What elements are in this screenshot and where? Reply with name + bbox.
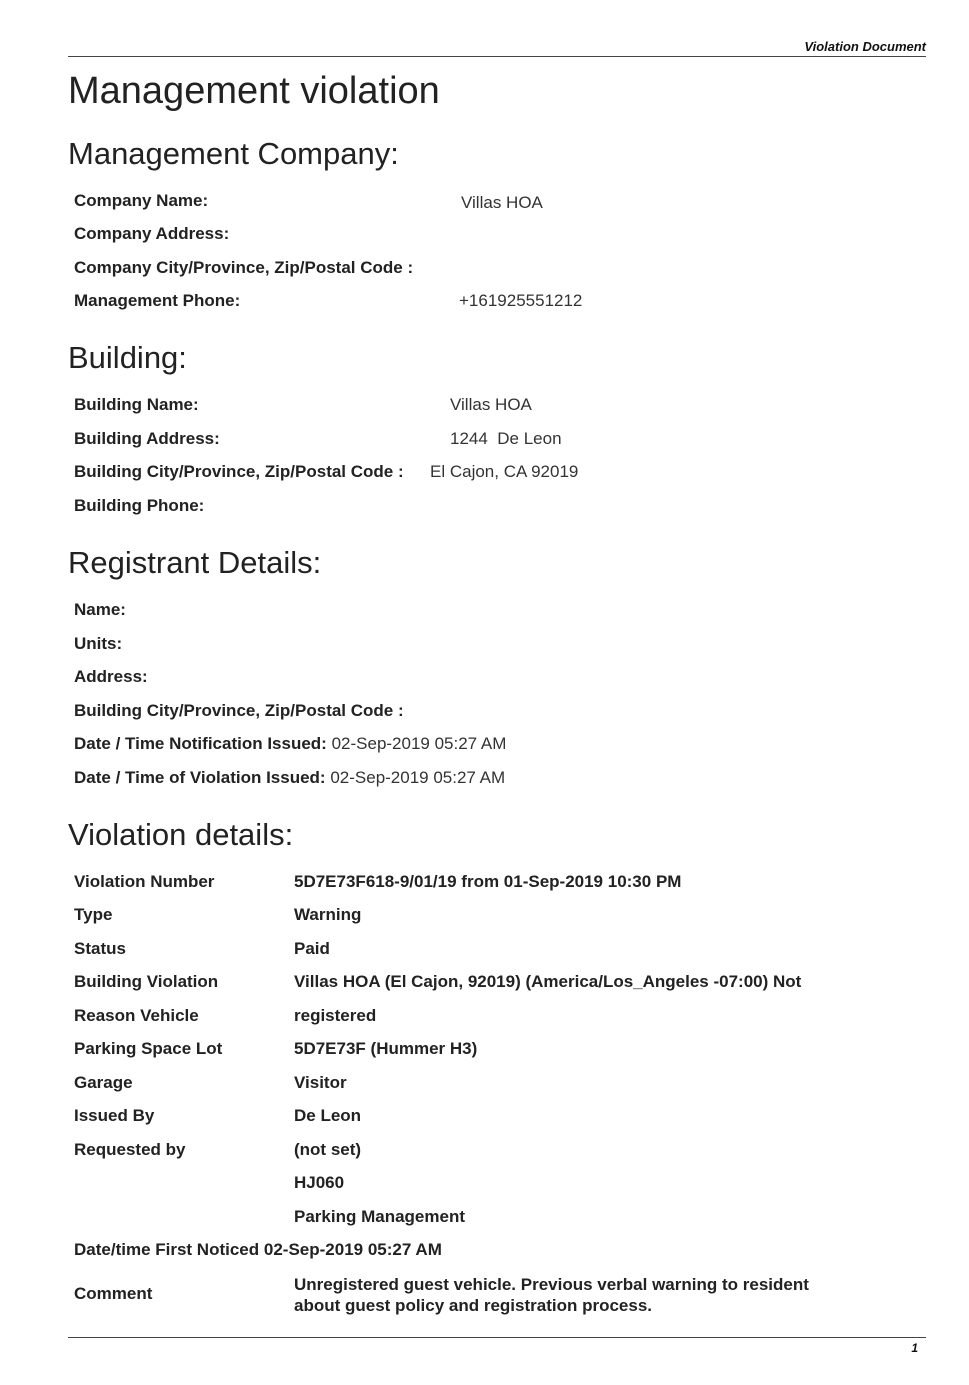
management-phone-row (74, 291, 583, 311)
management-heading: Management Company: (68, 136, 399, 171)
violation-value-9: HJ060 (294, 1173, 345, 1192)
building-city-label: Building City/Province, Zip/Postal Code : (74, 462, 404, 481)
building-phone-label: Building Phone: (74, 496, 205, 515)
parking-space-lot-label: Parking Space Lot (74, 1039, 223, 1058)
company-name-label: Company Name: (74, 191, 209, 210)
requested-by-label: Requested by (74, 1140, 186, 1159)
building-name-label: Building Name: (74, 395, 199, 414)
violation-issued-label: Date / Time of Violation Issued: (74, 768, 326, 787)
garage-row (74, 1073, 347, 1093)
violation-number-label: Violation Number (74, 872, 215, 891)
violation-type-row (74, 905, 362, 925)
registrant-units-row (74, 634, 122, 654)
registrant-heading: Registrant Details: (68, 545, 322, 580)
violation-value-7: De Leon (294, 1106, 362, 1125)
issued-by-row (74, 1106, 362, 1126)
violation-status-label: Status (74, 939, 126, 958)
building-address-row (74, 429, 562, 449)
violation-value-8: (not set) (294, 1140, 362, 1159)
reason-vehicle-row (74, 1006, 377, 1026)
first-noticed-row (74, 1240, 442, 1260)
header-divider (68, 56, 926, 57)
building-heading: Building: (68, 340, 187, 375)
first-noticed-label: Date/time First Noticed (74, 1240, 260, 1259)
registrant-city-label: Building City/Province, Zip/Postal Code : (74, 701, 404, 720)
violation-heading: Violation details: (68, 817, 294, 852)
issued-by-label: Issued By (74, 1106, 155, 1125)
violation-value-0: 5D7E73F618-9/01/19 from 01-Sep-2019 10:30 PM (294, 872, 682, 891)
management-phone-label: Management Phone: (74, 291, 241, 310)
violation-value-10: Parking Management (294, 1207, 465, 1226)
company-address-label: Company Address: (74, 224, 230, 243)
registrant-address-label: Address: (74, 667, 148, 686)
building-violation-row (74, 972, 802, 992)
management-phone-value: +161925551212 (459, 291, 583, 310)
comment-value: Unregistered guest vehicle. Previous verbal warning to resident about guest policy and registration process. (294, 1275, 809, 1315)
company-city-label: Company City/Province, Zip/Postal Code : (74, 258, 414, 277)
building-phone-row (74, 496, 204, 516)
header-title: Violation Document (804, 39, 926, 54)
violation-type-label: Type (74, 905, 113, 924)
page-number: 1 (911, 1341, 918, 1355)
violation-value-3: Villas HOA (El Cajon, 92019) (America/Los_Angeles -07:00) Not (294, 972, 802, 991)
company-name-value: Villas HOA (461, 193, 543, 212)
footer-divider (68, 1337, 926, 1338)
registrant-units-label: Units: (74, 634, 123, 653)
violation-issued-value: 02-Sep-2019 05:27 AM (330, 768, 506, 787)
reason-vehicle-label: Reason Vehicle (74, 1006, 199, 1025)
comment-label: Comment (74, 1284, 153, 1303)
building-address-value: 1244 De Leon (450, 429, 562, 448)
company-city-row (74, 258, 413, 278)
violation-status-row (74, 939, 330, 959)
company-name-row (74, 191, 543, 212)
registrant-name-label: Name: (74, 600, 126, 619)
violation-value-4: registered (294, 1006, 377, 1025)
notification-issued-value: 02-Sep-2019 05:27 AM (331, 734, 507, 753)
registrant-name-row (74, 600, 126, 620)
building-city-row (74, 462, 579, 482)
violation-value-2: Paid (294, 939, 330, 958)
violation-value-6: Visitor (294, 1073, 347, 1092)
company-address-row (74, 224, 229, 244)
building-name-row (74, 395, 532, 415)
parking-space-lot-row (74, 1039, 478, 1059)
requested-by-row (74, 1140, 362, 1160)
notification-issued-row (74, 734, 506, 754)
notification-issued-label: Date / Time Notification Issued: (74, 734, 327, 753)
building-address-label: Building Address: (74, 429, 220, 448)
document-page (68, 0, 926, 1385)
building-violation-label: Building Violation (74, 972, 219, 991)
violation-issued-row (74, 768, 505, 788)
registrant-address-row (74, 667, 148, 687)
building-name-value: Villas HOA (450, 395, 532, 414)
building-city-value: El Cajon, CA 92019 (430, 462, 579, 481)
violation-value-1: Warning (294, 905, 362, 924)
registrant-city-row (74, 701, 404, 721)
violation-value-5: 5D7E73F (Hummer H3) (294, 1039, 478, 1058)
document-title: Management violation (68, 70, 440, 112)
violation-number-row (74, 872, 682, 892)
first-noticed-value: 02-Sep-2019 05:27 AM (263, 1240, 442, 1259)
garage-label: Garage (74, 1073, 133, 1092)
